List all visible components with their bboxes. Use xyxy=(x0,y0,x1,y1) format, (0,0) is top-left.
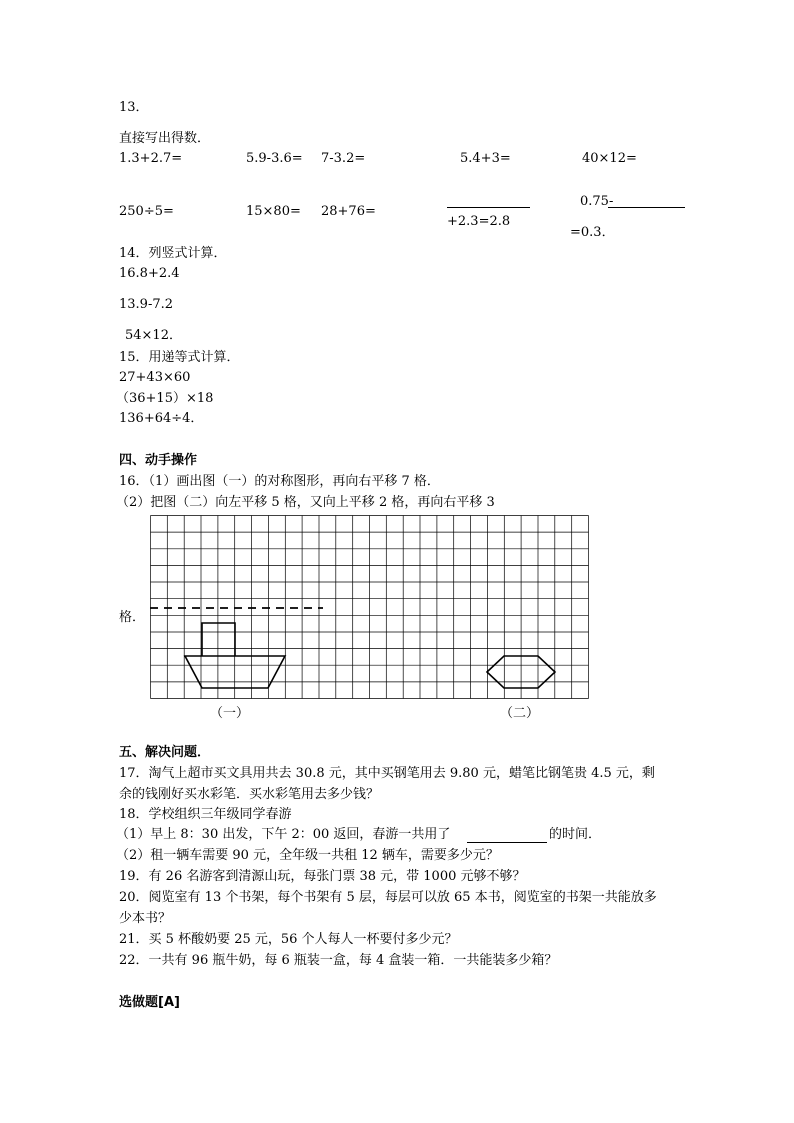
q15-item-1: 27+43×60 xyxy=(119,370,191,385)
q13-fill1-blank[interactable] xyxy=(447,207,530,208)
q18-part2: （2）租一辆车需要 90 元，全年级一共租 12 辆车，需要多少元？ xyxy=(116,848,499,863)
q13-number: 13． xyxy=(119,100,149,115)
q13-fill2-result: =0.3． xyxy=(570,225,615,240)
q13-r1-c2: 5.9-3.6= xyxy=(246,151,303,166)
drawing-grid[interactable] xyxy=(150,515,591,720)
q19: 19．有 26 名游客到清源山玩，每张门票 38 元，带 1000 元够不够？ xyxy=(119,869,526,884)
q13-r1-c1: 1.3+2.7= xyxy=(119,151,183,166)
q13-r2-c2: 15×80= xyxy=(246,204,301,219)
q15-item-2: （36+15）×18 xyxy=(116,391,214,406)
figure-two-label: （二） xyxy=(500,706,540,720)
q13-instruction: 直接写出得数． xyxy=(119,131,211,146)
q18-part1-blank[interactable] xyxy=(467,842,547,843)
q21: 21．买 5 杯酸奶要 25 元，56 个人每人一杯要付多少元？ xyxy=(119,932,458,947)
grid-figure xyxy=(150,515,591,720)
q15-title: 15．用递等式计算． xyxy=(119,350,240,365)
q13-fill1-text: +2.3=2.8 xyxy=(447,214,511,229)
q18-part1: （1）早上 8：30 出发，下午 2：00 返回，春游一共用了 xyxy=(116,827,451,842)
q14-item-2: 13.9-7.2 xyxy=(119,297,174,312)
q17-line2: 余的钱刚好买水彩笔．买水彩笔用去多少钱？ xyxy=(119,787,380,802)
section4-heading: 四、动手操作 xyxy=(119,453,198,468)
q18-part1-tail: 的时间． xyxy=(549,827,602,842)
q22: 22．一共有 96 瓶牛奶，每 6 瓶装一盒，每 4 盒装一箱．一共能装多少箱？ xyxy=(119,953,558,968)
q20-line2: 少本书？ xyxy=(119,911,172,926)
q18-title: 18．学校组织三年级同学春游 xyxy=(119,807,292,822)
q13-r1-c5: 40×12= xyxy=(582,151,637,166)
figure-one-boat-cabin xyxy=(202,623,235,656)
grid-lines xyxy=(151,516,589,699)
q13-r2-c3: 28+76= xyxy=(321,204,376,219)
q14-item-3: 54×12． xyxy=(125,328,182,343)
q17-line1: 17．淘气上超市买文具用共去 30.8 元，其中买钢笔用去 9.80 元，蜡笔比钢笔贵 4.5 元，剩 xyxy=(119,766,655,781)
q20-line1: 20．阅览室有 13 个书架，每个书架有 5 层，每层可以放 65 本书，阅览室的书架一共能放多 xyxy=(119,890,657,905)
q13-r2-c1: 250÷5= xyxy=(119,204,174,219)
optional-heading: 选做题[A] xyxy=(119,995,180,1010)
q13-r1-c3: 7-3.2= xyxy=(321,151,366,166)
section5-heading: 五、解决问题． xyxy=(119,745,211,760)
q16-line2: （2）把图（二）向左平移 5 格，又向上平移 2 格，再向右平移 3 xyxy=(116,495,495,510)
figure-one-label: （一） xyxy=(210,706,250,720)
q13-r1-c4: 5.4+3= xyxy=(460,151,511,166)
q13-fill2-blank[interactable] xyxy=(608,207,685,208)
q13-fill2-text: 0.75- xyxy=(580,194,614,209)
q14-title: 14．列竖式计算． xyxy=(119,246,227,261)
q16-tail: 格． xyxy=(119,610,146,625)
q15-item-3: 136+64÷4． xyxy=(119,411,204,426)
q14-item-1: 16.8+2.4 xyxy=(119,266,180,281)
q16-line1: 16．（1）画出图（一）的对称图形，再向右平移 7 格． xyxy=(119,474,440,489)
